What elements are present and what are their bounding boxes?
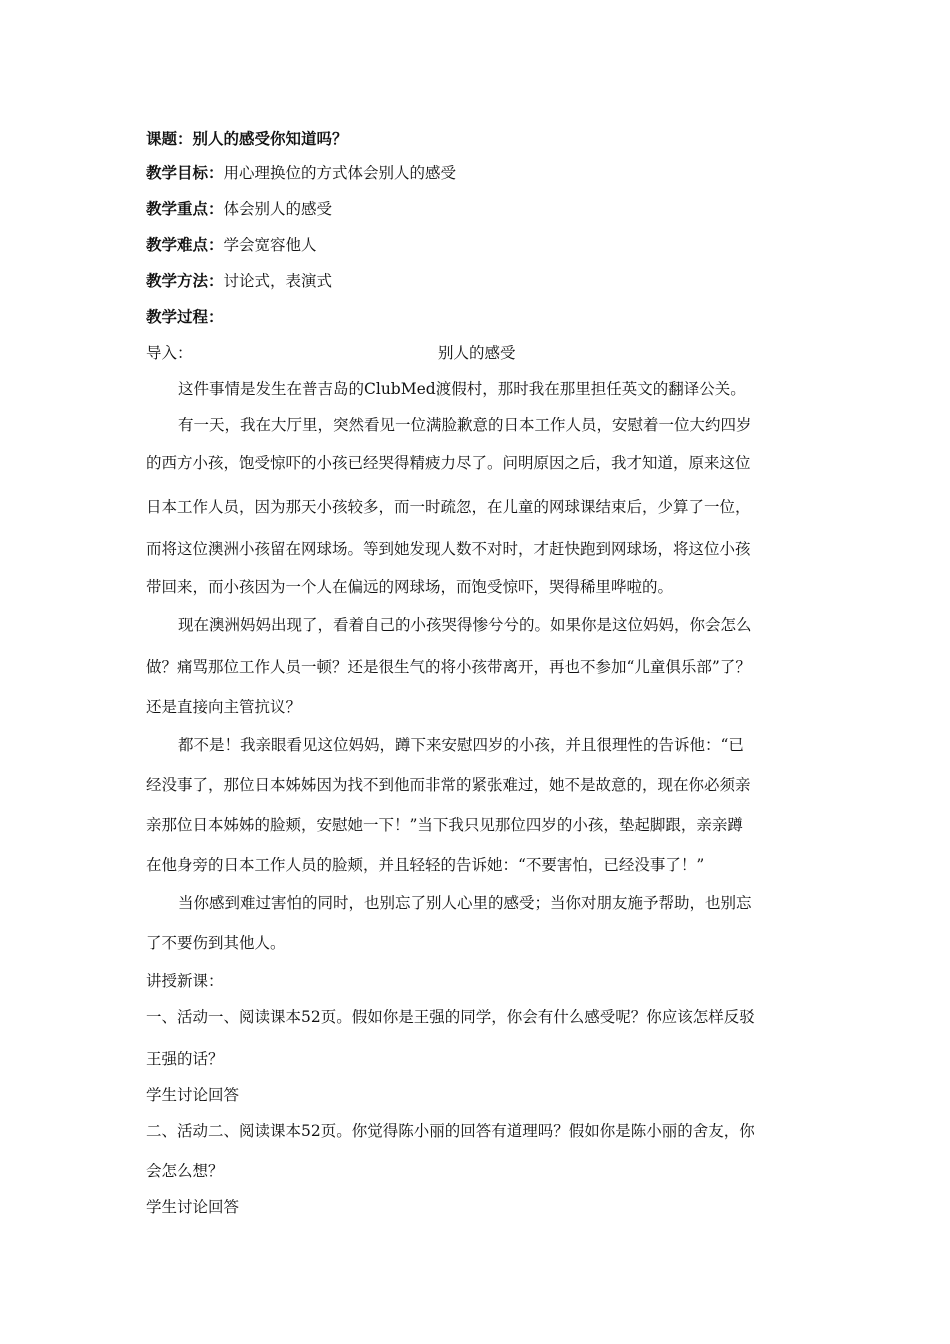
method-value: 讨论式，表演式 — [223, 272, 333, 290]
method-line — [146, 270, 826, 292]
topic-label: 课题： — [146, 129, 193, 148]
story-line: 现在澳洲妈妈出现了，看着自己的小孩哭得惨兮兮的。如果你是这位妈妈，你会怎么 — [178, 616, 752, 634]
activity-line: 王强的话？ — [146, 1050, 224, 1068]
story-line: 当你感到难过害怕的同时，也别忘了别人心里的感受；当你对朋友施予帮助，也别忘 — [178, 894, 752, 912]
story-line: 的西方小孩，饱受惊吓的小孩已经哭得精疲力尽了。问明原因之后，我才知道，原来这位 — [146, 454, 751, 472]
difficulty-label: 教学难点： — [146, 235, 224, 254]
activity-line: 会怎么想？ — [146, 1162, 224, 1180]
goal-label: 教学目标： — [146, 163, 224, 182]
new-lesson-label: 讲授新课： — [146, 972, 224, 990]
focus-line — [146, 198, 826, 220]
story-line: 这件事情是发生在普吉岛的ClubMed渡假村，那时我在那里担任英文的翻译公关。 — [178, 380, 746, 398]
story-line: 带回来，而小孩因为一个人在偏远的网球场，而饱受惊吓，哭得稀里哗啦的。 — [146, 578, 674, 596]
activity-line: 一、活动一、阅读课本52页。假如你是王强的同学，你会有什么感受呢？你应该怎样反驳 — [146, 1008, 755, 1026]
goal-value: 用心理换位的方式体会别人的感受 — [223, 164, 457, 182]
activity-line: 二、活动二、阅读课本52页。你觉得陈小丽的回答有道理吗？假如你是陈小丽的舍友，你 — [146, 1122, 755, 1140]
story-line: 日本工作人员，因为那天小孩较多，而一时疏忽，在儿童的网球课结束后，少算了一位， — [146, 498, 751, 516]
process-line — [146, 306, 826, 328]
difficulty-value: 学会宽容他人 — [223, 236, 317, 254]
story-line: 亲那位日本姊姊的脸颊，安慰她一下！”当下我只见那位四岁的小孩，垫起脚跟，亲亲蹲 — [146, 816, 743, 834]
difficulty-line — [146, 234, 826, 256]
goal-line — [146, 162, 826, 184]
story-line: 做？痛骂那位工作人员一顿？还是很生气的将小孩带离开，再也不参加“儿童俱乐部”了？ — [146, 658, 751, 676]
story-line: 都不是！我亲眼看见这位妈妈，蹲下来安慰四岁的小孩，并且很理性的告诉他：“已 — [178, 736, 744, 754]
story-line: 了不要伤到其他人。 — [146, 934, 286, 952]
intro-label: 导入： — [146, 344, 193, 362]
story-line: 在他身旁的日本工作人员的脸颊，并且轻轻的告诉她：“不要害怕，已经没事了！” — [146, 856, 705, 874]
story-title: 别人的感受 — [438, 344, 516, 362]
focus-label: 教学重点： — [146, 199, 224, 218]
story-line: 而将这位澳洲小孩留在网球场。等到她发现人数不对时，才赶快跑到网球场，将这位小孩 — [146, 540, 751, 558]
activity-line: 学生讨论回答 — [146, 1198, 240, 1216]
story-line: 有一天，我在大厅里，突然看见一位满脸歉意的日本工作人员，安慰着一位大约四岁 — [178, 416, 752, 434]
topic-line — [146, 128, 826, 150]
topic-value: 别人的感受你知道吗？ — [192, 129, 348, 148]
story-line: 还是直接向主管抗议？ — [146, 698, 302, 716]
method-label: 教学方法： — [146, 271, 224, 290]
focus-value: 体会别人的感受 — [223, 200, 333, 218]
process-label: 教学过程： — [146, 307, 224, 326]
story-line: 经没事了，那位日本姊姊因为找不到他而非常的紧张难过，她不是故意的，现在你必须亲 — [146, 776, 751, 794]
activity-line: 学生讨论回答 — [146, 1086, 240, 1104]
